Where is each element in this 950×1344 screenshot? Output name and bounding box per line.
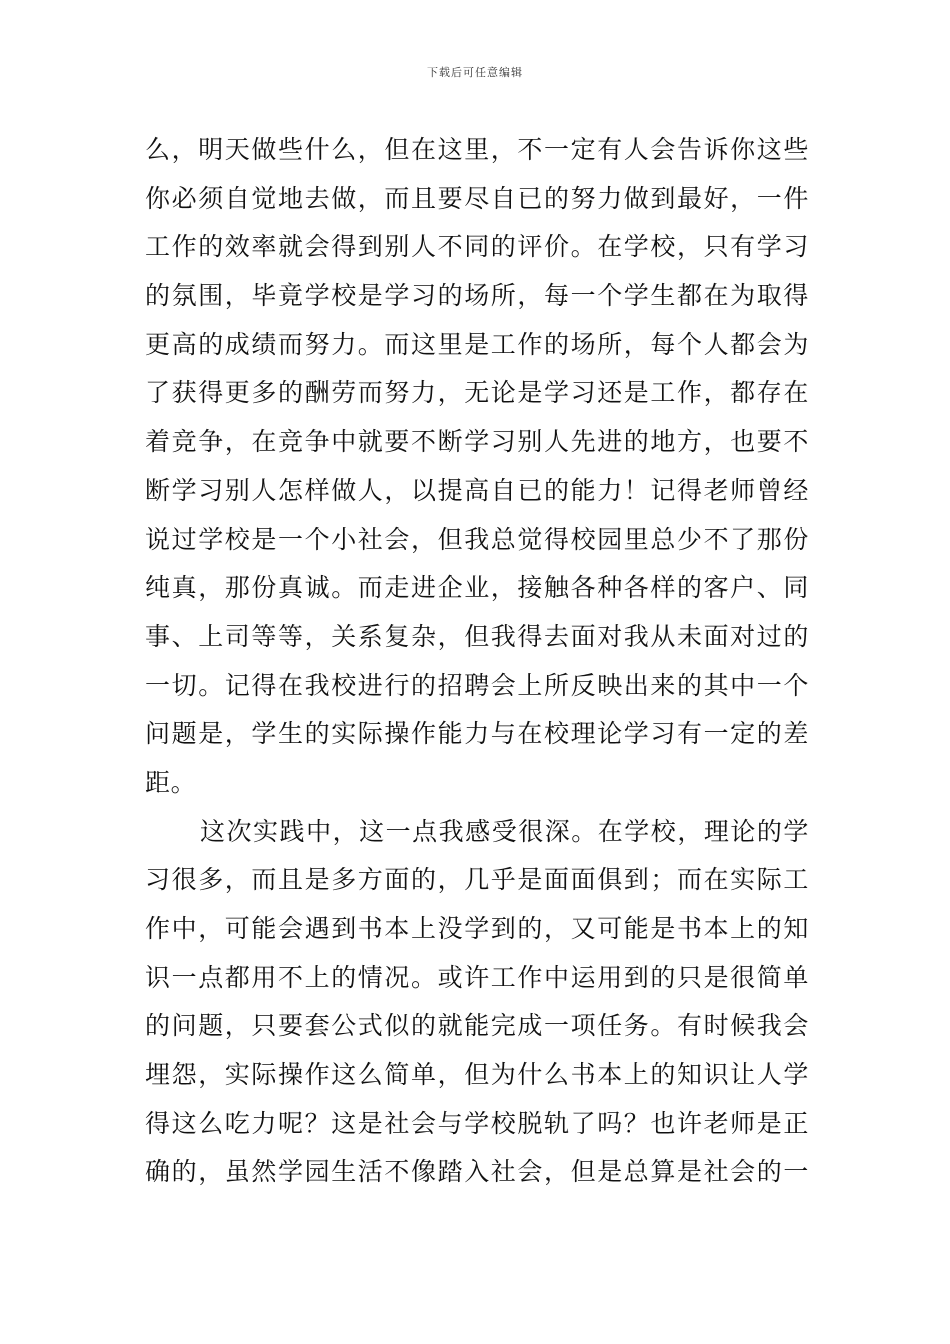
text-line: 说过学校是一个小社会，但我总觉得校园里总少不了那份: [145, 524, 809, 554]
text-line: 作中，可能会遇到书本上没学到的，又可能是书本上的知: [145, 914, 809, 943]
text-line: 问题是，学生的实际操作能力与在校理论学习有一定的差: [145, 719, 809, 749]
text-line: 距。: [145, 767, 197, 797]
text-line: 习很多，而且是多方面的，几乎是面面俱到；而在实际工: [145, 865, 809, 895]
body-text: [145, 126, 809, 1197]
paragraph-1: [145, 126, 809, 808]
text-line: 断学习别人怎样做人，以提高自已的能力！记得老师曾经: [145, 475, 809, 505]
text-line: 了获得更多的酬劳而努力，无论是学习还是工作，都存在: [145, 378, 809, 408]
text-line: 埋怨，实际操作这么简单，但为什么书本上的知识让人学: [145, 1060, 809, 1090]
text-line: 一切。记得在我校进行的招聘会上所反映出来的其中一个: [145, 670, 809, 700]
text-line: 你必须自觉地去做，而且要尽自已的努力做到最好，一件: [145, 183, 809, 213]
text-line: 的问题，只要套公式似的就能完成一项任务。有时候我会: [145, 1011, 809, 1041]
page-header: 下载后可任意编辑: [427, 66, 523, 79]
text-line: 么，明天做些什么，但在这里，不一定有人会告诉你这些: [145, 135, 809, 164]
paragraph-2: [145, 808, 809, 1198]
text-line: 纯真，那份真诚。而走进企业，接触各种各样的客户、同: [145, 573, 809, 603]
text-line: 工作的效率就会得到别人不同的评价。在学校，只有学习: [145, 232, 809, 262]
text-line: 着竞争，在竞争中就要不断学习别人先进的地方，也要不: [145, 427, 809, 457]
text-line: 更高的成绩而努力。而这里是工作的场所，每个人都会为: [145, 329, 809, 359]
text-line: 事、上司等等，关系复杂，但我得去面对我从未面对过的: [145, 621, 809, 651]
text-line: 这次实践中，这一点我感受很深。在学校，理论的学: [200, 816, 809, 846]
text-line: 识一点都用不上的情况。或许工作中运用到的只是很简单: [145, 962, 809, 992]
text-line: 的氛围，毕竟学校是学习的场所，每一个学生都在为取得: [145, 281, 809, 311]
text-line: 确的，虽然学园生活不像踏入社会，但是总算是社会的一: [145, 1157, 809, 1187]
text-line: 得这么吃力呢？这是社会与学校脱轨了吗？也许老师是正: [145, 1108, 809, 1138]
